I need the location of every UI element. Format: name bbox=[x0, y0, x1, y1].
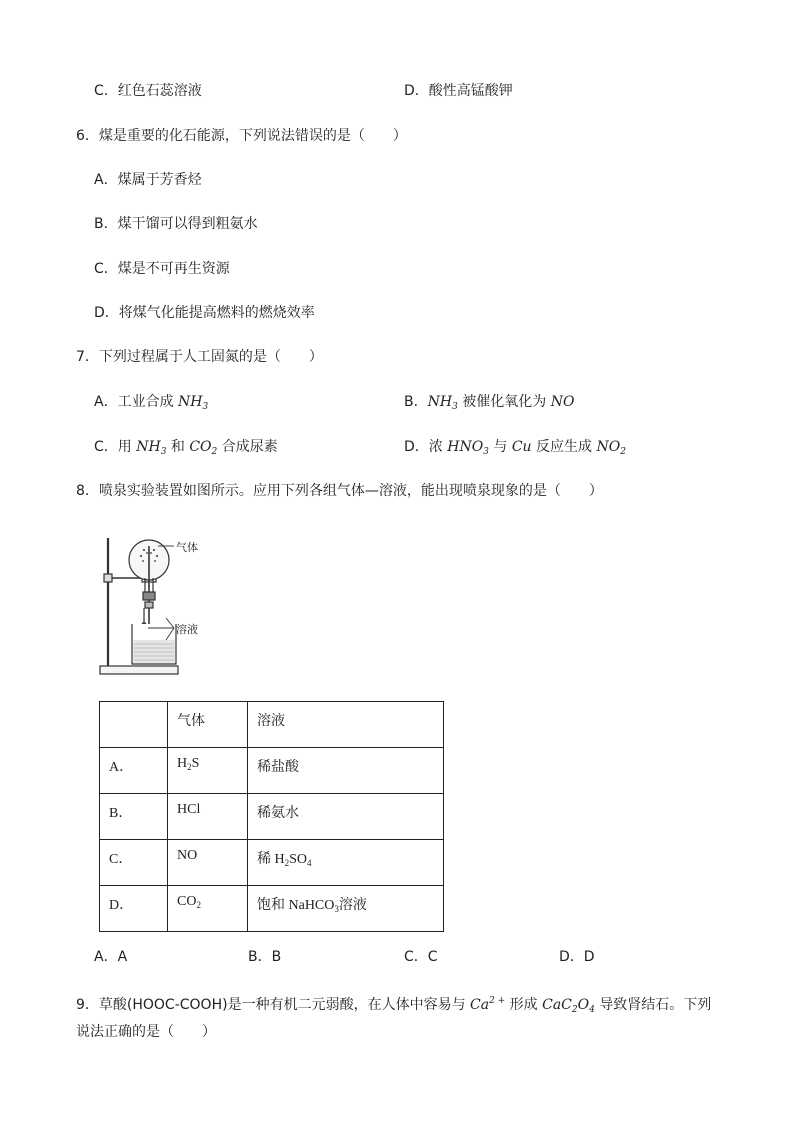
q5-option-d: D．酸性高锰酸钾 bbox=[404, 83, 513, 99]
q6-option-a: A．煤属于芳香烃 bbox=[94, 172, 202, 188]
q6-option-d: D．将煤气化能提高燃料的燃烧效率 bbox=[94, 305, 315, 321]
table-row bbox=[100, 794, 444, 840]
options-table bbox=[99, 701, 444, 932]
q6-option-c: C．煤是不可再生资源 bbox=[94, 261, 230, 277]
row-solution: 稀氨水 bbox=[248, 794, 444, 840]
table-row bbox=[100, 748, 444, 794]
q7-stem: 7．下列过程属于人工固氮的是（ ） bbox=[76, 349, 323, 365]
q8-choice-d: D．D bbox=[559, 949, 595, 965]
stand-base bbox=[100, 666, 178, 674]
table-header-cell: 溶液 bbox=[248, 702, 444, 748]
row-option: B． bbox=[100, 794, 168, 840]
row-gas: $H_2S$ bbox=[168, 748, 248, 794]
table-header-row bbox=[100, 702, 444, 748]
row-gas: NO bbox=[168, 840, 248, 886]
q7-option-b: B．$NH_3$ 被催化氧化为 NO bbox=[404, 394, 575, 412]
row-gas: $CO_2$ bbox=[168, 886, 248, 932]
row-gas: HCl bbox=[168, 794, 248, 840]
table-row bbox=[100, 886, 444, 932]
fountain-apparatus-figure bbox=[92, 530, 232, 682]
row-solution: 稀 $H_2SO_4$ bbox=[248, 840, 444, 886]
q9-stem-line1: 9．草酸(HOOC-COOH)是一种有机二元弱酸，在人体中容易与 $Ca^{2 +}$ 形成 $CaC_2O_4$ 导致肾结石。下列 bbox=[76, 996, 712, 1015]
q8-choice-a: A．A bbox=[94, 949, 128, 965]
figure-gas-label: 气体 bbox=[176, 541, 198, 554]
q7-option-d: D．浓 $HNO_3$ 与 Cu 反应生成 $NO_2$ bbox=[404, 439, 626, 457]
row-option: D． bbox=[100, 886, 168, 932]
table-header-cell bbox=[100, 702, 168, 748]
table-header-cell: 气体 bbox=[168, 702, 248, 748]
q9-stem-line2: 说法正确的是（ ） bbox=[76, 1024, 216, 1040]
q6-stem: 6．煤是重要的化石能源，下列说法错误的是（ ） bbox=[76, 128, 407, 144]
q8-stem: 8．喷泉实验装置如图所示。应用下列各组气体—溶液，能出现喷泉现象的是（ ） bbox=[76, 483, 603, 499]
q7-option-a: A．工业合成 $NH_3$ bbox=[94, 394, 209, 412]
row-option: A． bbox=[100, 748, 168, 794]
figure-solution-label: 溶液 bbox=[176, 623, 198, 636]
row-option: C． bbox=[100, 840, 168, 886]
q8-choice-b: B．B bbox=[248, 949, 282, 965]
q7-option-c: C．用 $NH_3$ 和 $CO_2$ 合成尿素 bbox=[94, 439, 278, 457]
table-row bbox=[100, 840, 444, 886]
row-solution: 饱和 NaHCO$_3$溶液 bbox=[248, 886, 444, 932]
q6-option-b: B．煤干馏可以得到粗氨水 bbox=[94, 216, 258, 232]
q5-option-c: C．红色石蕊溶液 bbox=[94, 83, 202, 99]
row-solution: 稀盐酸 bbox=[248, 748, 444, 794]
q8-choice-c: C．C bbox=[404, 949, 438, 965]
